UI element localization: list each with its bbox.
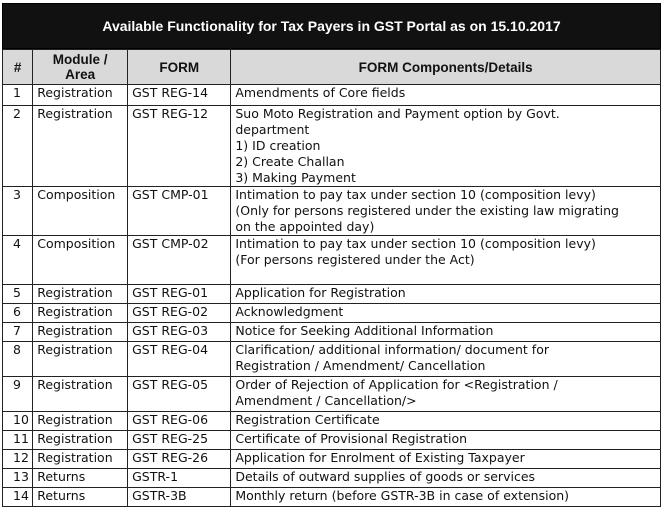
row-form: GST REG-03 [128,323,231,342]
table-row [3,187,661,236]
row-module: Registration [33,285,128,304]
column-header-details: FORM Components/Details [231,50,661,85]
table-row [3,450,661,469]
row-form: GST REG-26 [128,450,231,469]
row-details [231,469,661,488]
row-details [231,187,661,236]
detail-line: Details of outward supplies of goods or services [235,469,536,484]
column-header-form: FORM [128,50,231,85]
detail-line: 2) Create Challan [235,154,345,169]
row-form: GSTR-1 [128,469,231,488]
row-details [231,323,661,342]
table-row [3,285,661,304]
row-details [231,342,661,377]
table-body [3,85,661,507]
detail-line: on the appointed day) [235,219,375,234]
row-form: GST REG-04 [128,342,231,377]
row-number: 6 [3,304,33,323]
functionality-table [2,49,661,507]
detail-line: Suo Moto Registration and Payment option by Govt. [235,106,560,121]
table-row [3,469,661,488]
table-row [3,85,661,106]
row-form: GST CMP-01 [128,187,231,236]
row-number: 12 [3,450,33,469]
row-module: Registration [33,323,128,342]
detail-line: Amendment / Cancellation/> [235,393,417,408]
row-module: Registration [33,106,128,187]
table-row [3,106,661,187]
detail-line: Application for Enrolment of Existing Taxpayer [235,450,525,465]
row-form: GSTR-3B [128,488,231,507]
row-number: 5 [3,285,33,304]
row-number: 7 [3,323,33,342]
table-row [3,236,661,285]
detail-line: 1) ID creation [235,138,321,153]
detail-line: (Only for persons registered under the existing law migrating [235,203,619,218]
row-form: GST REG-05 [128,377,231,412]
detail-line: Monthly return (before GSTR-3B in case of extension) [235,488,570,503]
row-details [231,304,661,323]
detail-line: Intimation to pay tax under section 10 (composition levy) [235,187,596,202]
detail-line: Registration / Amendment/ Cancellation [235,358,486,373]
row-module: Registration [33,85,128,106]
table-row [3,342,661,377]
row-form: GST REG-01 [128,285,231,304]
detail-line: Registration Certificate [235,412,380,427]
row-details [231,85,661,106]
row-form: GST REG-06 [128,412,231,431]
row-module: Composition [33,187,128,236]
detail-line: (For persons registered under the Act) [235,252,475,267]
row-number: 2 [3,106,33,187]
row-details [231,236,661,285]
row-module: Registration [33,342,128,377]
header-row [3,50,661,85]
table-title: Available Functionality for Tax Payers in GST Portal as on 15.10.2017 [2,3,661,49]
row-form: GST REG-12 [128,106,231,187]
row-form: GST REG-02 [128,304,231,323]
detail-line: Amendments of Core fields [235,85,406,100]
detail-line: Certificate of Provisional Registration [235,431,468,446]
row-details [231,377,661,412]
row-number: 3 [3,187,33,236]
table-row [3,431,661,450]
row-details [231,488,661,507]
detail-line: 3) Making Payment [235,170,356,185]
row-module: Composition [33,236,128,285]
table-row [3,412,661,431]
row-module: Registration [33,412,128,431]
row-details [231,106,661,187]
row-module: Registration [33,450,128,469]
row-details [231,285,661,304]
row-module: Returns [33,469,128,488]
row-module: Returns [33,488,128,507]
detail-line: Clarification/ additional information/ document for [235,342,549,357]
row-module: Registration [33,431,128,450]
row-details [231,450,661,469]
row-number: 1 [3,85,33,106]
row-details [231,431,661,450]
table-row [3,323,661,342]
detail-line: Order of Rejection of Application for <Registration / [235,377,558,392]
table-row [3,377,661,412]
row-form: GST REG-25 [128,431,231,450]
row-module: Registration [33,377,128,412]
column-header-number: # [3,50,33,85]
table-row [3,304,661,323]
row-details [231,412,661,431]
table-row [3,488,661,507]
row-form: GST CMP-02 [128,236,231,285]
row-number: 11 [3,431,33,450]
row-number: 13 [3,469,33,488]
row-number: 9 [3,377,33,412]
detail-line: Acknowledgment [235,304,344,319]
row-module: Registration [33,304,128,323]
row-number: 8 [3,342,33,377]
row-number: 14 [3,488,33,507]
row-number: 10 [3,412,33,431]
column-header-module: Module / Area [33,50,128,85]
detail-line: Application for Registration [235,285,406,300]
detail-line: department [235,122,310,137]
row-form: GST REG-14 [128,85,231,106]
detail-line: Notice for Seeking Additional Information [235,323,494,338]
row-number: 4 [3,236,33,285]
detail-line: Intimation to pay tax under section 10 (composition levy) [235,236,596,251]
